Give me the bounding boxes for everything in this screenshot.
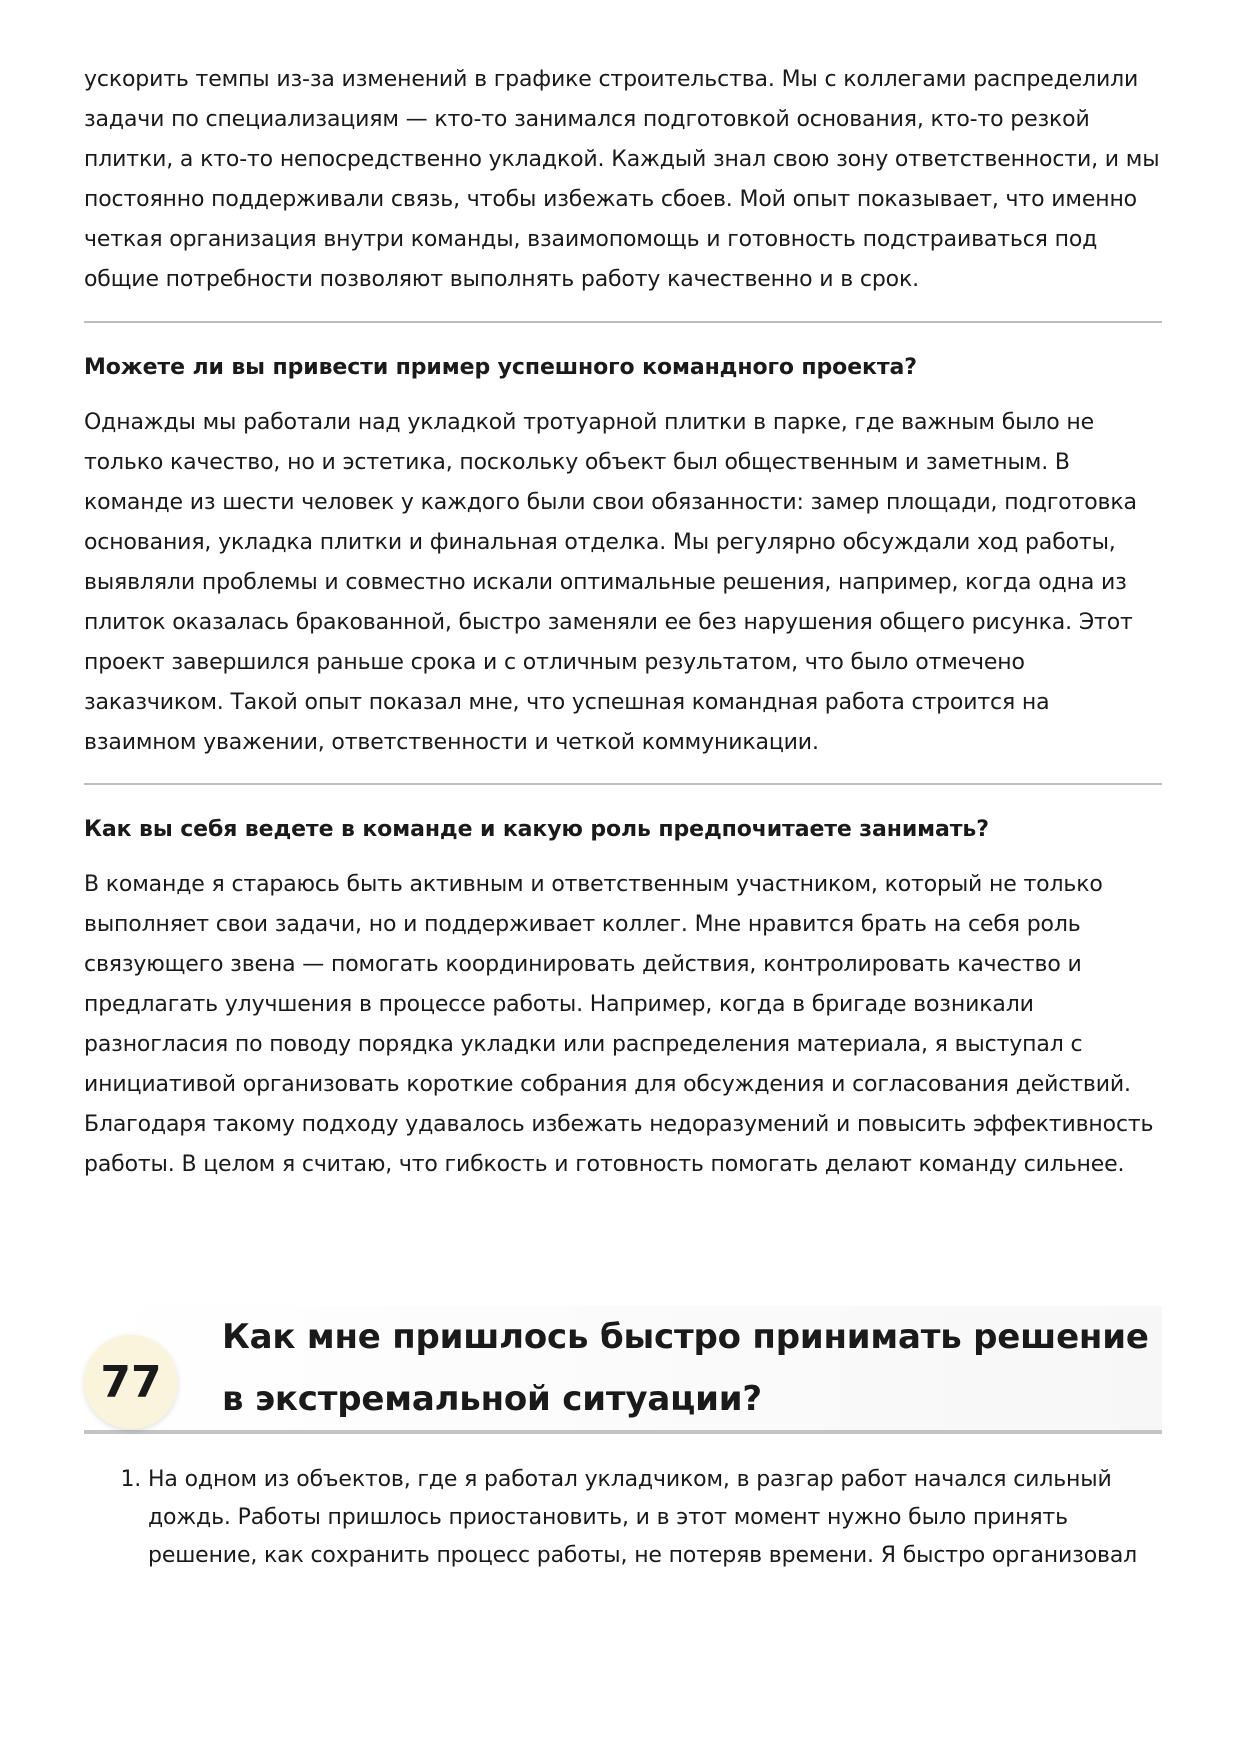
intro-paragraph: ускорить темпы из-за изменений в графике строительства. Мы с коллегами распределили задачи по специализациям — кто-то занимался подготовкой основания, кто-то резкой плитки, а кто-то непосредственно укладкой. Каждый знал свою зону ответственности, и мы постоянно поддерживали связь, чтобы избежать сбоев. Мой опыт показывает, что именно четкая организация внутри команды, взаимопомощь и готовность подстраиваться под общие потребности позволяют выполнять работу качественно и в срок. — [84, 67, 1160, 292]
section-header-underline — [84, 1430, 1162, 1434]
answer-paragraph: В команде я стараюсь быть активным и ответственным участником, который не только выполняет свои задачи, но и поддерживает коллег. Мне нравится брать на себя роль связующего звена — помогать координировать действия, контролировать качество и предлагать улучшения в процессе работы. Например, когда в бригаде возникали разногласия по поводу порядка укладки или распределения материала, я выступал с инициативой организовать короткие собрания для обсуждения и согласования действий. Благодаря такому подходу удавалось избежать недоразумений и повысить эффективность работы. В целом я считаю, что гибкость и готовность помогать делают команду сильнее. — [84, 872, 1154, 1177]
document-page — [84, 60, 1162, 1575]
divider — [84, 783, 1162, 785]
question-heading: Как вы себя ведете в команде и какую роль предпочитаете занимать? — [84, 817, 989, 842]
section-title: Как мне пришлось быстро принимать решение в экстремальной ситуации? — [222, 1317, 1149, 1419]
answer-list — [84, 1461, 1162, 1575]
section-number-badge: 77 — [84, 1335, 178, 1429]
question-heading: Можете ли вы привести пример успешного командного проекта? — [84, 355, 917, 380]
section-header — [84, 1306, 1162, 1430]
answer-paragraph: Однажды мы работали над укладкой тротуарной плитки в парке, где важным было не только качество, но и эстетика, поскольку объект был общественным и заметным. В команде из шести человек у каждого были свои обязанности: замер площади, подготовка основания, укладка плитки и финальная отделка. Мы регулярно обсуждали ход работы, выявляли проблемы и совместно искали оптимальные решения, например, когда одна из плиток оказалась бракованной, быстро заменяли ее без нарушения общего рисунка. Этот проект завершился раньше срока и с отличным результатом, что было отмечено заказчиком. Такой опыт показал мне, что успешная командная работа строится на взаимном уважении, ответственности и четкой коммуникации. — [84, 410, 1137, 755]
divider — [84, 321, 1162, 323]
list-item: 1. На одном из объектов, где я работал укладчиком, в разгар работ начался сильный дождь. Работы пришлось приостановить, и в этот момент нужно было принять решение, как сохранить процесс работы, не потеряв времени. Я быстро организовал — [148, 1461, 1162, 1575]
